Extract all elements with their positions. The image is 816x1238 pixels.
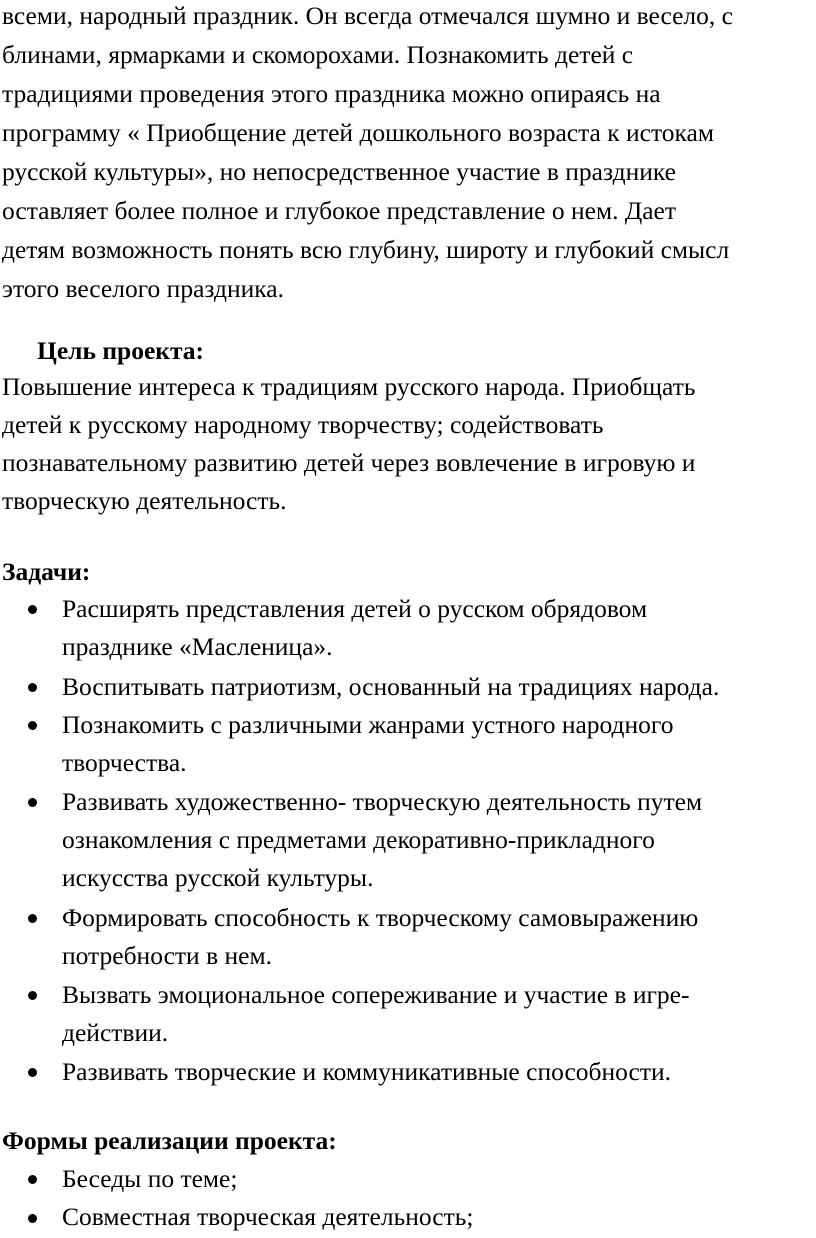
task-item-line: творчества.: [62, 748, 187, 777]
bullet-icon: [28, 991, 37, 1000]
task-item-line: Познакомить с различными жанрами устного народного: [62, 710, 674, 739]
goal-line: детей к русскому народному творчеству; содействовать: [2, 410, 604, 439]
bullet-icon: [28, 721, 37, 730]
intro-line: программу « Приобщение детей дошкольного возраста к истокам: [2, 118, 714, 147]
task-item-line: действии.: [62, 1018, 169, 1047]
task-item-line: ознакомления с предметами декоративно-прикладного: [62, 825, 655, 854]
goal-line: Повышение интереса к традициям русского народа. Приобщать: [2, 372, 696, 401]
task-item-line: Воспитывать патриотизм, основанный на традициях народа.: [62, 672, 720, 701]
task-item-line: Формировать способность к творческому самовыражению: [62, 903, 699, 932]
goal-line: познавательному развитию детей через вовлечение в игровую и: [2, 448, 696, 477]
task-item-line: Расширять представления детей о русском обрядовом: [62, 594, 648, 623]
bullet-icon: [28, 914, 37, 923]
form-item-line: Беседы по теме;: [62, 1164, 238, 1193]
intro-line: блинами, ярмарками и скоморохами. Познакомить детей с: [2, 40, 634, 69]
task-item-line: Развивать творческие и коммуникативные способности.: [62, 1057, 672, 1086]
bullet-icon: [28, 1068, 37, 1077]
bullet-icon: [28, 1214, 37, 1223]
tasks-heading: Задачи:: [2, 557, 91, 586]
bullet-icon: [28, 1175, 37, 1184]
goal-line: творческую деятельность.: [2, 486, 287, 515]
intro-line: этого веселого праздника.: [2, 274, 284, 303]
bullet-icon: [28, 683, 37, 692]
task-item-line: Развивать художественно- творческую деятельность путем: [62, 787, 703, 816]
task-item-line: искусства русской культуры.: [62, 863, 374, 892]
bullet-icon: [28, 798, 37, 807]
intro-line: оставляет более полное и глубокое представление о нем. Дает: [2, 196, 677, 225]
form-item-line: Совместная творческая деятельность;: [62, 1202, 474, 1231]
task-item-line: празднике «Масленица».: [62, 632, 333, 661]
intro-line: традициями проведения этого праздника можно опираясь на: [2, 79, 661, 108]
intro-line: всеми, народный праздник. Он всегда отмечался шумно и весело, с: [2, 1, 733, 30]
intro-line: русской культуры», но непосредственное участие в празднике: [2, 157, 676, 186]
forms-heading: Формы реализации проекта:: [2, 1126, 337, 1155]
intro-line: детям возможность понять всю глубину, широту и глубокий смысл: [2, 235, 730, 264]
task-item-line: Вызвать эмоциональное сопереживание и участие в игре-: [62, 980, 690, 1009]
task-item-line: потребности в нем.: [62, 941, 272, 970]
bullet-icon: [28, 605, 37, 614]
goal-heading: Цель проекта:: [37, 336, 205, 365]
